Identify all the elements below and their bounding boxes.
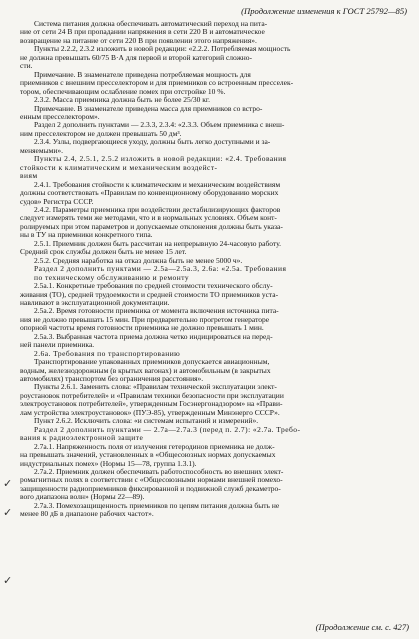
text-line: не должна превышать 60/75 В·А для первой и второй категорий сложно- [20, 52, 253, 62]
text-line: 2.7а.1. Напряженность поля от излучения гетеродинов приемника не долж- [34, 441, 275, 451]
text-line: сти. [20, 61, 33, 71]
text-line: Примечание. В знаменателе приведена масса для приемников со встро- [34, 103, 263, 113]
text-line: 2.5.2. Средняя наработка на отказ должна быть не менее 5000 ч». [34, 255, 243, 265]
text-line: опорной частоты время готовности приемника не должно превышать 1 мин. [20, 323, 264, 333]
text-line: приемников с внешним пресселектором и для приемников со встроенным пресселек- [20, 78, 294, 88]
text-line: Система питания должна обеспечивать автоматический переход на пита- [34, 19, 268, 28]
text-line: 2.5а.1. Конкретные требования по средней стоимости технического обслу- [34, 281, 273, 291]
check-mark: ✓ [3, 477, 13, 490]
text-line: на превышать значений, установленных в «Общесоюзных нормах допускаемых [20, 450, 276, 460]
check-mark: ✓ [3, 506, 13, 519]
text-line: следует измерять теми же методами, что и в нормальных условиях. Объем конт- [20, 213, 277, 223]
text-line: ней панели приемника. [20, 340, 95, 350]
text-line: Пункты 2.2.2, 2.3.2 изложить в новой редакции: «2.2.2. Потребляемая мощность [34, 44, 291, 54]
text-line: ромагнитных полях в соответствии с «Общесоюзными нормами внешней помехо- [20, 475, 283, 485]
text-line: Раздел 2 дополнить пунктами — 2.7а—2.7а.3 (перед п. 2.7): «2.7а. Требо- [34, 424, 301, 434]
text-line: ния не должно превышать 15 мин. При предварительно прогретом генераторе [20, 314, 270, 324]
text-line: Раздел 2 дополнить пунктами — 2.3.3, 2.3.4: «2.3.3. Объем приемника с внеш- [34, 120, 285, 130]
document-page [20, 6, 409, 519]
check-mark: ✓ [3, 574, 13, 587]
text-line: ролируемых при этом параметров и допускаемые отклонения должны быть указа- [20, 221, 283, 231]
text-line: роустановок потребителей» и «Правилам техники безопасности при эксплуатации [20, 390, 284, 400]
text-line: Пункты 2.6.1. Заменить слова: «Правилам технической эксплуатации элект- [34, 382, 277, 392]
text-line: электроустановок потребителей», утвержденным Госэнергонадзором» на «Прави- [20, 399, 283, 409]
text-line: автомобилях) транспортом без ограничения расстояния». [20, 374, 204, 384]
text-line: вого диапазона волн» (Нормы 22—89). [20, 492, 145, 502]
document-body [20, 20, 409, 519]
text-line: виям [20, 171, 38, 181]
text-line: Транспортирование упакованных приемников допускается авиационным, [34, 357, 270, 367]
text-line: 2.7а.2. Приемник должен обеспечивать работоспособность во внешних элект- [34, 467, 284, 477]
text-line: Пункт 2.6.2. Исключить слова: «и системам испытаний и измерений». [34, 416, 259, 426]
text-line: Пункты 2.4, 2.5.1, 2.5.2 изложить в новой редакции: «2.4. Требования [34, 154, 287, 164]
text-line: 2.7а.3. Помехозащищенность приемников по цепям питания должна быть не [34, 500, 280, 510]
text-line: ны в ТУ на приемники конкретного типа. [20, 230, 153, 240]
text-line: защищенности радиоприемников фиксированной и подвижной служб декаметро- [20, 483, 281, 493]
text-line: Средний срок службы должен быть не менее 15 лет. [20, 247, 187, 257]
text-line: лам устройства электроустановок» (ПУЭ-85), утвержденным Минэнерго СССР». [20, 407, 280, 417]
text-line: 2.5.1. Приемник должен быть рассчитан на непрерывную 24-часовую работу. [34, 238, 281, 248]
continuation-header: (Продолжение изменения к ГОСТ 25792—85) [241, 6, 407, 16]
text-line: судов» Регистра СССР. [20, 196, 94, 206]
text-line: по техническому обслуживанию и ремонту [34, 272, 190, 282]
text-line: 2.3.4. Узлы, подвергающиеся уходу, должны быть легко доступными и за- [34, 137, 271, 147]
text-line: ние от сети 24 В при пропадании напряжения в сети 220 В и автоматическое [20, 27, 265, 37]
text-line: навливают в эксплуатационной документации. [20, 297, 170, 307]
text-line: индустриальных помех» (Нормы 15—78, группа 1.3.1). [20, 458, 197, 468]
text-line: возвращение на питание от сети 220 В при появлении этого напряжения». [20, 35, 257, 45]
text-line: ним пресселектором не должен превышать 50 дм³. [20, 128, 182, 138]
text-line: Раздел 2 дополнить пунктами — 2.5а—2.5а.3, 2.6а: «2.5а. Требования [34, 264, 287, 274]
text-line: 2.4.1. Требования стойкости к климатическим и механическим воздействиям [34, 179, 281, 189]
text-line: 2.4.2. Параметры приемника при воздействии дестабилизирующих факторов [34, 204, 281, 214]
text-line: стойкости к климатическим и механическим воздейст- [20, 162, 218, 172]
text-line: 2.5а.2. Время готовности приемника от момента включения источника пита- [34, 306, 279, 316]
text-line: вания к радиоэлектронной защите [20, 433, 144, 443]
text-line: должны соответствовать «Правилам по конвенционному оборудованию морских [20, 188, 279, 198]
continuation-footer: (Продолжение см. с. 427) [315, 622, 409, 632]
text-line: Примечание. В знаменателе приведена потребляемая мощность для [34, 69, 251, 79]
text-line: 2.6а. Требования по транспортированию [34, 348, 181, 358]
text-line: 2.3.2. Масса приемника должна быть не более 25/30 кг. [34, 95, 211, 105]
text-line: 2.5а.3. Выбранная частота приема должна четко индицироваться на перед- [34, 331, 273, 341]
text-line: менее 80 дБ в диапазоне рабочих частот». [20, 509, 154, 519]
text-line: енным пресселектором». [20, 111, 100, 121]
text-line: водным, железнодорожным (в крытых вагонах) и автомобильным (в закрытых [20, 365, 271, 375]
text-line: живания (ТО), средней трудоемкости и средней стоимости ТО приемников уста- [20, 289, 279, 299]
text-line: меняемыми». [20, 145, 64, 155]
text-line: тором, обеспечивающим ослабление помех при отстройке 10 %. [20, 86, 226, 96]
